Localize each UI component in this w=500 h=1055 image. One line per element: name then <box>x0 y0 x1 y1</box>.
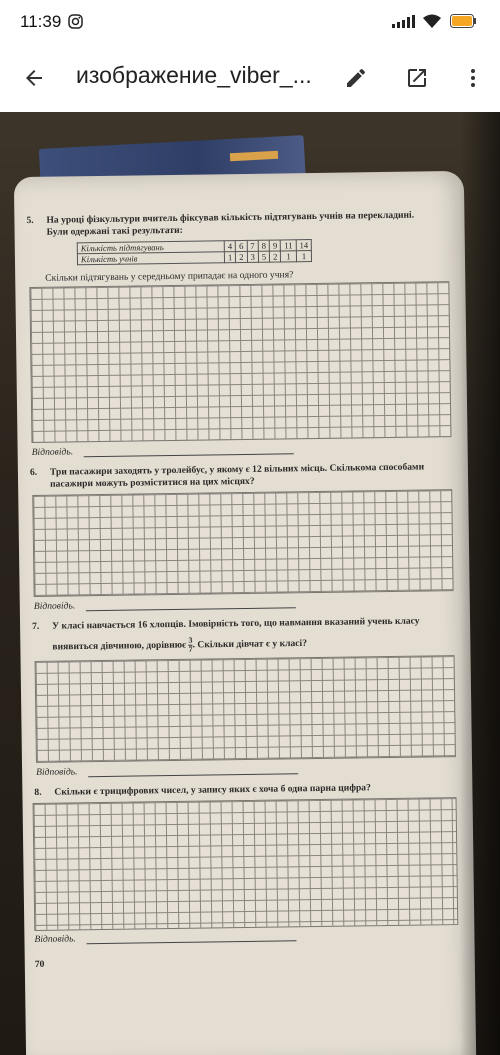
table-cell: 9 <box>269 240 280 251</box>
table-cell: 7 <box>247 240 258 251</box>
wifi-icon <box>422 13 442 34</box>
answer-line-6 <box>86 607 296 611</box>
table-cell: 4 <box>224 241 235 252</box>
table-cell: 1 <box>296 251 312 262</box>
problem-6-line2: пасажири можуть розміститися на цих місцях? <box>50 475 255 490</box>
image-title: изображение_viber_... <box>76 62 312 88</box>
table-cell: 1 <box>224 252 235 263</box>
app-bar <box>0 44 500 112</box>
table-cell: 6 <box>236 240 247 251</box>
answer-grid-6 <box>32 489 453 597</box>
problem-5-line1: На уроці фізкультури вчитель фіксував кількість підтягувань учнів на перекладині. <box>46 209 415 226</box>
signal-icon <box>392 15 416 33</box>
problem-5-number: 5. <box>26 214 34 227</box>
status-bar <box>0 0 500 44</box>
problem-7-line2 <box>52 635 307 656</box>
status-time: 11:39 <box>20 12 62 31</box>
problem-8-number: 8. <box>34 786 42 798</box>
answer-label-8: Відповідь. <box>34 933 76 945</box>
answer-label-6: Відповідь. <box>33 600 76 612</box>
problem-7-line2-end: . Скільки дівчат є у класі? <box>192 637 308 651</box>
fraction-denominator: 7 <box>188 644 193 654</box>
answer-grid-7 <box>35 655 456 763</box>
table-cell: 8 <box>258 240 269 251</box>
problem-6-line1: Три пасажири заходять у тролейбус, у якому є 12 вільних місць. Скількома способами <box>49 461 425 478</box>
problem-7-line1: У класі навчається 16 хлопців. Імовірність того, що навмання вказаний учень класу <box>52 615 420 632</box>
table-cell: 1 <box>281 251 296 262</box>
more-options-button[interactable] <box>455 60 491 96</box>
table-cell: 2 <box>236 251 247 262</box>
photo-shadow <box>460 112 500 1055</box>
table-cell: 2 <box>270 251 281 262</box>
answer-line-8 <box>87 940 297 944</box>
problem-7-number: 7. <box>32 620 40 632</box>
page-number: 70 <box>34 958 45 970</box>
workbook-page <box>14 171 476 1055</box>
answer-grid-5 <box>29 281 451 443</box>
answer-grid-8 <box>33 797 459 931</box>
table-row-label: Кількість підтягувань <box>77 241 224 254</box>
image-viewer[interactable] <box>0 112 500 1055</box>
answer-label-7: Відповідь. <box>36 766 78 778</box>
table-cell: 3 <box>247 251 258 262</box>
edit-pencil-icon <box>344 66 368 90</box>
problem-6-number: 6. <box>29 466 38 478</box>
table-row-label: Кількість учнів <box>77 252 224 265</box>
problem-5-question: Скільки підтягувань у середньому припадає на одного учня? <box>45 269 294 284</box>
fraction-numerator: 3 <box>188 635 193 645</box>
answer-line-5 <box>84 453 294 457</box>
problem-5-line2: Були одержані такі результати: <box>46 224 183 238</box>
battery-icon <box>450 14 477 33</box>
table-cell: 14 <box>296 240 312 251</box>
table-cell: 11 <box>281 240 296 251</box>
problem-7-line2-start: виявиться дівчиною, дорівнює <box>52 639 187 653</box>
back-button[interactable] <box>16 60 52 96</box>
results-table <box>77 239 313 265</box>
edit-button[interactable] <box>338 60 374 96</box>
problem-8-line1: Скільки є трицифрових чисел, у запису яких є хоча б одна парна цифра? <box>54 782 371 798</box>
answer-label-5: Відповідь. <box>31 446 74 458</box>
open-external-icon <box>405 66 429 90</box>
table-cell: 5 <box>258 251 269 262</box>
more-vert-icon <box>461 66 485 90</box>
open-external-button[interactable] <box>399 60 435 96</box>
back-arrow-icon <box>22 66 46 90</box>
instagram-icon <box>68 14 83 34</box>
answer-line-7 <box>88 773 298 777</box>
